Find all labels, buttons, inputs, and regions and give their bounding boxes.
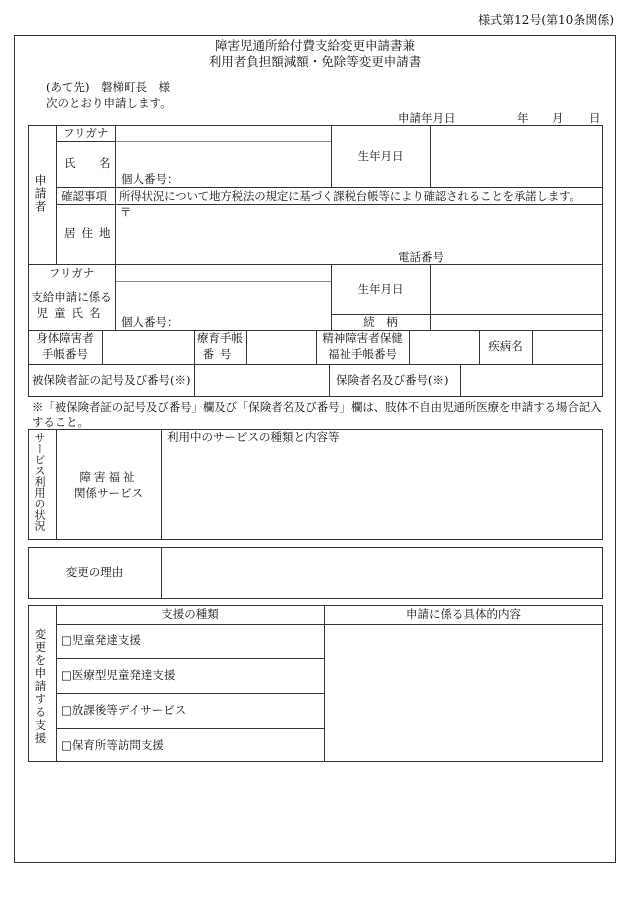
rule [460,364,461,397]
addressee: (あて先) 磐梯町長 様 [46,80,170,94]
rule [56,605,57,762]
support-item-label: 児童発達支援 [71,633,141,647]
rule [56,658,324,659]
rule [56,728,324,729]
application-date-label: 申請年月日 [398,111,456,125]
insurance-symbol-number-label: 被保険者証の記号及び番号(※) [32,373,191,387]
service-usage-table [28,429,603,540]
child-furigana-label: フリガナ [48,266,95,280]
applicant-name-label: 氏 名 [64,156,117,170]
rule [56,204,603,205]
applicant-furigana-label: フリガナ [63,126,109,140]
checkbox-icon[interactable]: □ [61,668,72,682]
child-birth-date-label: 生年月日 [357,282,404,296]
ryoiku-handbook-label-line2: 番号 [202,347,238,361]
change-support-section-label: 変更を申請する支援 [33,628,48,745]
support-detail-header: 申請に係る具体的内容 [406,607,521,621]
child-name-label-line2: 児童氏名 [36,306,107,320]
intro-text: 次のとおり申請します。 [46,96,172,110]
physical-handbook-label-line1: 身体障害者 [36,331,94,345]
form-title-line1: 障害児通所給付費支給変更申請書兼 [214,38,415,53]
mental-handbook-label-line2: 福祉手帳番号 [328,347,397,361]
postal-mark: 〒 [120,205,132,219]
service-label-line1: 障害福祉 [79,470,138,484]
rule [56,125,57,264]
application-date-year: 年 [517,111,529,125]
support-item-after-school-day-service[interactable] [61,705,186,717]
rule [28,364,603,365]
support-item-nursery-visit-support[interactable] [61,740,164,752]
form-title-line2: 利用者負担額減額・免除等変更申請書 [208,54,422,69]
rule [161,547,162,599]
disease-label: 疾病名 [488,339,523,353]
checkbox-icon[interactable]: □ [61,738,72,752]
child-name-label-line1: 支給申請に係る [31,290,112,304]
rule [329,364,330,397]
rule [56,624,603,625]
confirmation-text: 所得状況について地方税法の規定に基づく課税台帳等により確認されることを承諾します。 [119,189,581,203]
support-type-header: 支援の種類 [161,607,219,621]
application-date-month: 月 [552,111,564,125]
confirmation-label: 確認事項 [61,189,107,203]
rule [246,330,247,364]
child-relationship-label: 続 柄 [363,315,398,329]
rule [56,187,603,188]
service-content-label: 利用中のサービスの種類と内容等 [167,430,340,444]
rule [56,141,115,142]
rule [430,125,431,187]
physical-handbook-label-line2: 手帳番号 [42,347,88,361]
rule [56,693,324,694]
rule [102,330,103,364]
rule [409,330,410,364]
child-personal-number-label: 個人番号： [121,315,179,329]
form-number: 様式第12号(第10条関係) [478,13,614,27]
support-item-label: 保育所等訪問支援 [71,738,164,752]
support-item-medical-child-development[interactable] [61,670,175,682]
rule [56,429,57,540]
applicant-birth-date-label: 生年月日 [357,149,404,163]
rule [324,605,325,762]
rule [161,429,162,540]
support-item-label: 医療型児童発達支援 [71,668,176,682]
applicant-section-label: 申請者 [33,174,47,213]
checkbox-icon[interactable]: □ [61,633,72,647]
service-usage-section-label: サービス利用の状況 [33,432,46,531]
rule [115,281,331,282]
support-item-label: 放課後等デイサービス [71,703,187,717]
service-label-line2: 関係サービス [74,486,143,500]
insurance-note: ※「被保険者証の記号及び番号」欄及び「保険者名及び番号」欄は、肢体不自由児通所医療を申請する場合記入すること。 [32,400,602,429]
ryoiku-handbook-label-line1: 療育手帳 [197,331,243,345]
change-reason-label: 変更の理由 [65,565,124,579]
rule [115,141,331,142]
mental-handbook-label-line1: 精神障害者保健 [322,331,403,345]
phone-label: 電話番号 [398,250,444,264]
address-label: 居住地 [64,226,117,240]
applicant-personal-number-label: 個人番号： [121,172,179,186]
rule [430,264,431,330]
rule [532,330,533,364]
rule [194,364,195,397]
insurer-label: 保険者名及び番号(※) [336,373,449,387]
checkbox-icon[interactable]: □ [61,703,72,717]
application-date-day: 日 [589,111,601,125]
support-item-child-development[interactable] [61,635,141,647]
